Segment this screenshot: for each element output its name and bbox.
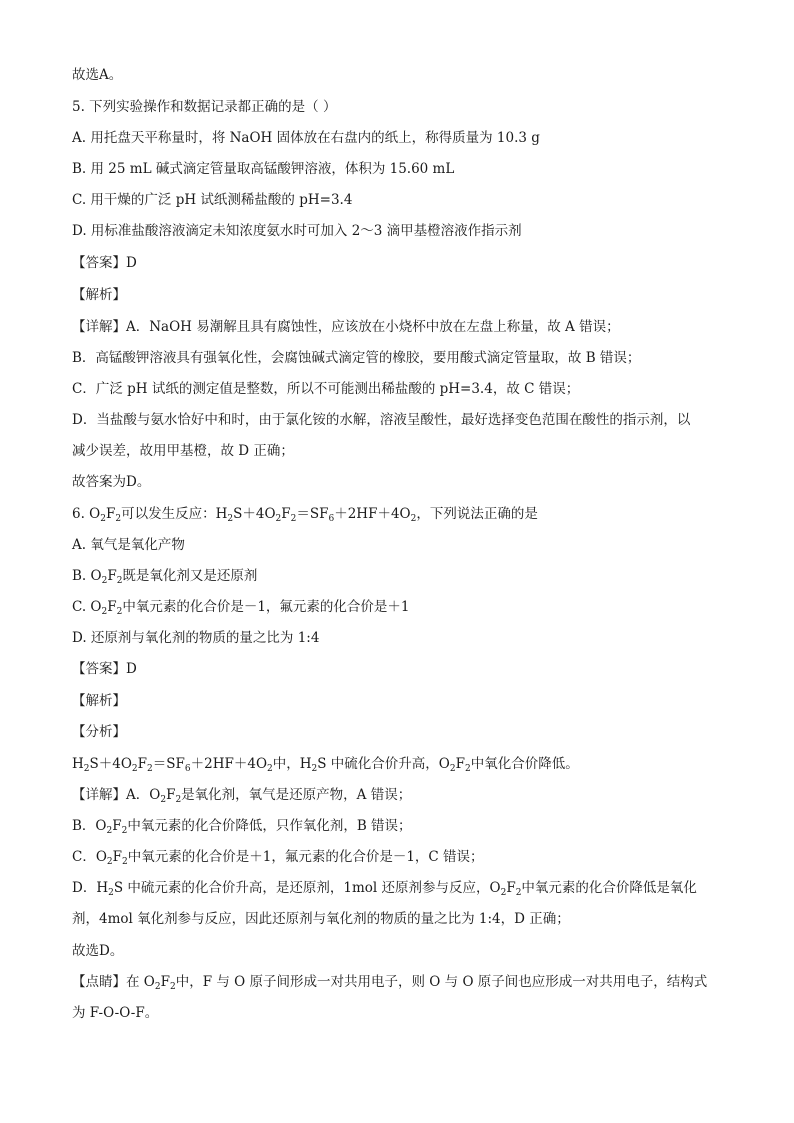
q5-detail-c: C．广泛 pH 试纸的测定值是整数，所以不可能测出稀盐酸的 pH=3.4，故 C 错误； <box>72 381 580 397</box>
q6-answer: 【答案】D <box>72 661 137 677</box>
q6-detail-a: 【详解】A．$O_2F_2$是氧化剂，氧气是还原产物，A 错误； <box>72 787 412 805</box>
q5-analysis-label: 【解析】 <box>72 287 126 303</box>
q6-detail-c: C．$O_2F_2$中氧元素的化合价是＋1，氟元素的化合价是－1，C 错误； <box>72 849 484 867</box>
q5-option-b: B. 用 25 mL 碱式滴定管量取高锰酸钾溶液，体积为 15.60 mL <box>72 161 455 177</box>
q5-detail-d-cont: 减少误差，故用甲基橙，故 D 正确； <box>72 443 294 459</box>
q6-key-point-cont: 为 F-O-O-F。 <box>72 1005 159 1021</box>
q6-fenxi-text: $H_2S+4O_2F_2=SF_6+2HF+4O_2$中，$H_2S$ 中硫化合价升高，$O_2F_2$中氧化合价降低。 <box>72 756 579 774</box>
q5-detail-a: 【详解】A．NaOH 易潮解且具有腐蚀性，应该放在小烧杯中放在左盘上称量，故 A 错误； <box>72 319 620 335</box>
q5-option-c: C. 用干燥的广泛 pH 试纸测稀盐酸的 pH=3.4 <box>72 192 353 208</box>
q5-detail-d: D．当盐酸与氨水恰好中和时，由于氯化铵的水解，溶液呈酸性，最好选择变色范围在酸性的指示剂，以 <box>72 412 691 428</box>
q6-detail-d-cont: 剂，4mol 氧化剂参与反应，因此还原剂与氧化剂的物质的量之比为 1:4，D 正确； <box>72 911 570 927</box>
q6-option-b: B. $O_2F_2$既是氧化剂又是还原剂 <box>72 568 258 586</box>
q5-option-d: D. 用标准盐酸溶液滴定未知浓度氨水时可加入 2～3 滴甲基橙溶液作指示剂 <box>72 223 522 239</box>
q5-stem: 5. 下列实验操作和数据记录都正确的是（ ） <box>72 99 337 115</box>
q6-fenxi-label: 【分析】 <box>72 724 126 740</box>
q6-detail-b: B．$O_2F_2$中氧元素的化合价降低，只作氧化剂，B 错误； <box>72 818 412 836</box>
q4-conclusion: 故选A。 <box>72 67 123 83</box>
q6-detail-d: D．$H_2S$ 中硫元素的化合价升高，是还原剂，1mol 还原剂参与反应，$O_2F_2$中氧元素的化合价降低是氧化 <box>72 880 697 898</box>
q5-option-a: A. 用托盘天平称量时，将 NaOH 固体放在右盘内的纸上，称得质量为 10.3 g <box>72 130 540 146</box>
q6-option-a: A. 氧气是氧化产物 <box>72 537 185 553</box>
q6-conclusion: 故选D。 <box>72 943 124 959</box>
q6-key-point: 【点睛】在 $O_2F_2$中，F 与 O 原子间形成一对共用电子，则 O 与 O 原子间也应形成一对共用电子，结构式 <box>72 974 708 992</box>
q6-option-d: D. 还原剂与氧化剂的物质的量之比为 1:4 <box>72 630 320 646</box>
q5-conclusion: 故答案为D。 <box>72 474 151 490</box>
q5-answer: 【答案】D <box>72 255 137 271</box>
q5-detail-b: B．高锰酸钾溶液具有强氧化性，会腐蚀碱式滴定管的橡胶，要用酸式滴定管量取，故 B 错误； <box>72 350 641 366</box>
q6-analysis-label: 【解析】 <box>72 693 126 709</box>
q6-stem: 6. $O_2F_2$可以发生反应：$H_2S+4O_2F_2=SF_6+2HF+4O_2$，下列说法正确的是 <box>72 506 538 524</box>
q6-option-c: C. $O_2F_2$中氧元素的化合价是－1，氟元素的化合价是＋1 <box>72 599 410 617</box>
